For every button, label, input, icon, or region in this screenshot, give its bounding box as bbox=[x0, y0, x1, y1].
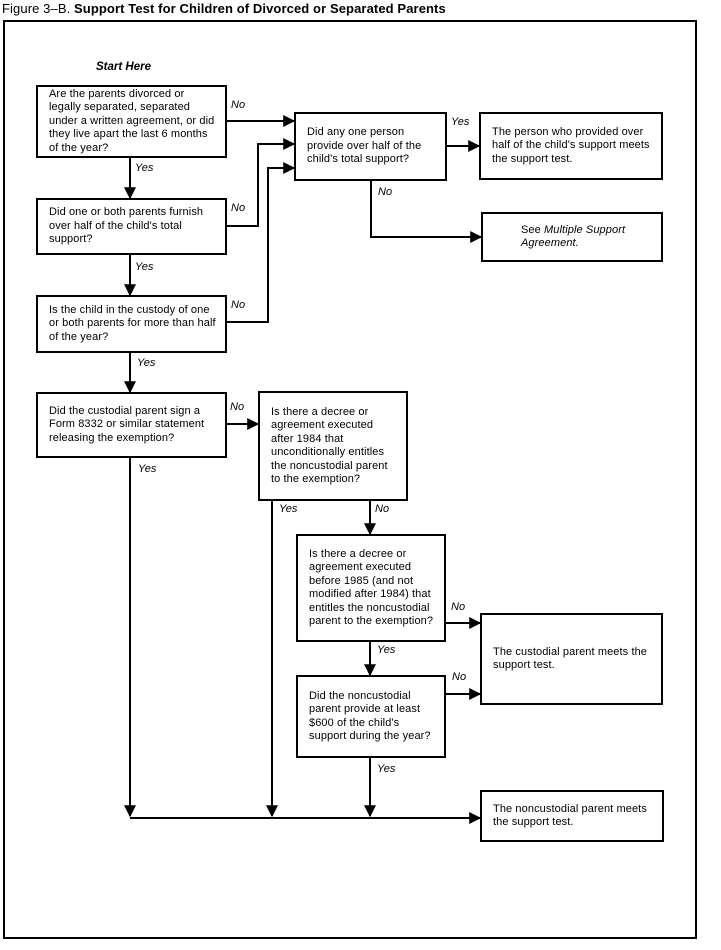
label-yes-600: Yes bbox=[377, 763, 396, 775]
q-custody-text: Is the child in the custody of one or both parents for more than half of the year? bbox=[49, 303, 216, 343]
result-noncustodial-box bbox=[480, 790, 664, 842]
label-yes-divorced: Yes bbox=[135, 162, 154, 174]
q-decree-before-1985-box bbox=[296, 534, 446, 642]
label-yes-any-one-person: Yes bbox=[451, 116, 470, 128]
label-no-any-one-person: No bbox=[378, 186, 393, 198]
q-parent-support-text: Did one or both parents furnish over half of the child's total support? bbox=[49, 206, 204, 246]
q-noncustodial-600-text: Did the noncustodial parent provide at least $600 of the child's support during the year? bbox=[309, 689, 431, 742]
q-any-one-person-text: Did any one person provide over half of the child's total support? bbox=[307, 126, 422, 166]
q-form8332-box bbox=[36, 392, 227, 458]
q-decree-after-1984-text: Is there a decree or agreement executed after 1984 that unconditionally entitles the noncustodial parent to the exemption? bbox=[271, 405, 388, 485]
label-yes-parent-support: Yes bbox=[135, 261, 154, 273]
result-multiple-support-text bbox=[521, 224, 653, 251]
q-noncustodial-600-box bbox=[296, 675, 446, 758]
result-multiple-support-box bbox=[481, 212, 663, 262]
result-person-provided-box bbox=[479, 112, 663, 180]
q-decree-before-1985-text: Is there a decree or agreement executed before 1985 (and not modified after 1984) that entitles the noncustodial parent to the exemption? bbox=[309, 547, 434, 627]
result-custodial-box bbox=[480, 613, 663, 705]
figure-number: Figure 3–B. bbox=[2, 1, 71, 16]
multiple-support-agreement-text: Multiple Support Agreement. bbox=[521, 223, 626, 249]
label-no-before1985: No bbox=[451, 601, 466, 613]
label-no-custody: No bbox=[231, 299, 246, 311]
q-divorced-box bbox=[36, 85, 227, 158]
q-parent-support-box bbox=[36, 198, 227, 255]
result-noncustodial-text: The noncustodial parent meets the support test. bbox=[493, 802, 647, 828]
q-custody-box bbox=[36, 295, 227, 353]
label-no-after1984: No bbox=[375, 503, 390, 515]
result-custodial-text: The custodial parent meets the support test. bbox=[493, 645, 648, 671]
label-no-parent-support: No bbox=[231, 202, 246, 214]
label-no-600: No bbox=[452, 671, 467, 683]
q-form8332-text: Did the custodial parent sign a Form 8332 or similar statement releasing the exemption? bbox=[49, 404, 205, 444]
label-yes-after1984: Yes bbox=[279, 503, 298, 515]
start-here-label: Start Here bbox=[96, 61, 151, 73]
label-yes-before1985: Yes bbox=[377, 644, 396, 656]
label-no-form8332: No bbox=[230, 401, 245, 413]
label-yes-form8332: Yes bbox=[138, 463, 157, 475]
figure-caption: Support Test for Children of Divorced or Separated Parents bbox=[74, 1, 446, 16]
q-any-one-person-box bbox=[294, 112, 447, 181]
label-yes-custody: Yes bbox=[137, 357, 156, 369]
see-text: See bbox=[521, 223, 541, 236]
result-person-provided-text: The person who provided over half of the child's support meets the support test. bbox=[492, 125, 650, 165]
label-no-divorced: No bbox=[231, 99, 246, 111]
q-decree-after-1984-box bbox=[258, 391, 408, 501]
q-divorced-text: Are the parents divorced or legally separated, separated under a written agreement, or did they live apart the last 6 months of the year? bbox=[49, 87, 215, 154]
